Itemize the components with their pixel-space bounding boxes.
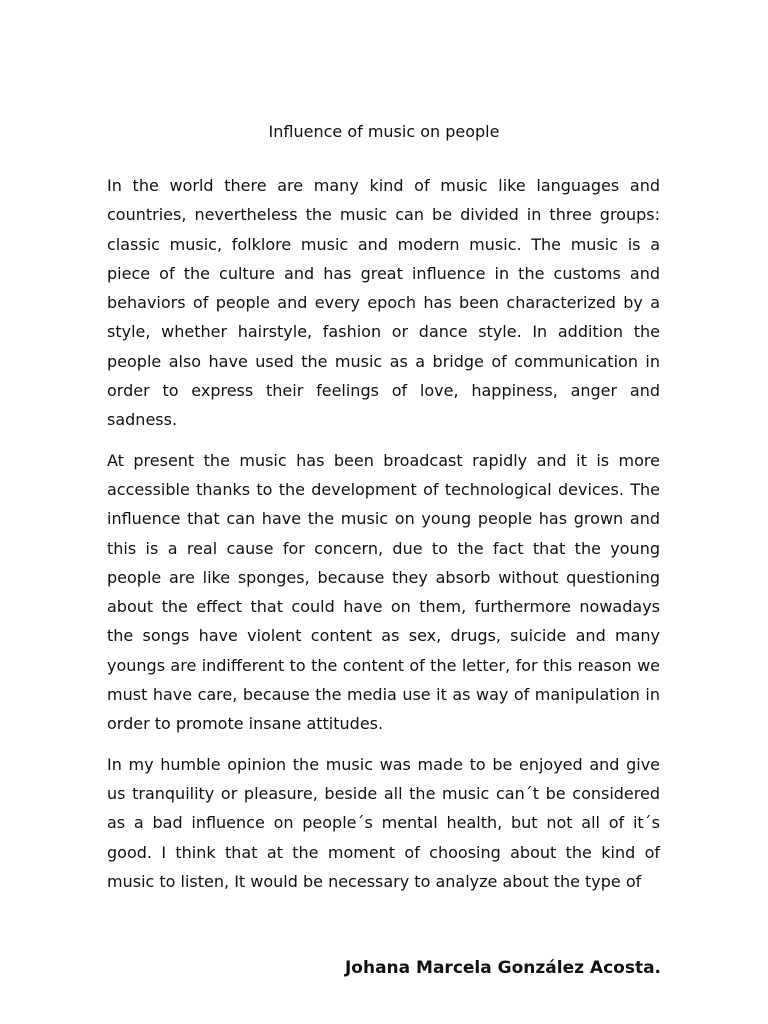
author-signature: Johana Marcela González Acosta. xyxy=(344,958,661,978)
paragraph-1: In the world there are many kind of music like languages and countries, nevertheless the music can be divided in three groups: classic music, folklore music and modern music. The music is a piece of the culture and has great influence in the customs and behaviors of people and every epoch has been characterized by a style, whether hairstyle, fashion or dance style. In addition the people also have used the music as a bridge of communication in order to express their feelings of love, happiness, anger and sadness. xyxy=(107,176,660,430)
document-body xyxy=(107,171,660,896)
paragraph-2: At present the music has been broadcast rapidly and it is more accessible thanks to the development of technological devices. The influence that can have the music on young people has grown and this is a real cause for concern, due to the fact that the young people are like sponges, because they absorb without questioning about the effect that could have on them, furthermore nowadays the songs have violent content as sex, drugs, suicide and many youngs are indifferent to the content of the letter, for this reason we must have care, because the media use it as way of manipulation in order to promote insane attitudes. xyxy=(107,450,660,734)
paragraph-3: In my humble opinion the music was made to be enjoyed and give us tranquility or pleasure, beside all the music can´t be considered as a bad influence on people´s mental health, but not all of it´s good. I think that at the moment of choosing about the kind of music to listen, It would be necessary to analyze about the type of xyxy=(107,754,660,891)
document-title: Influence of music on people xyxy=(268,122,500,141)
